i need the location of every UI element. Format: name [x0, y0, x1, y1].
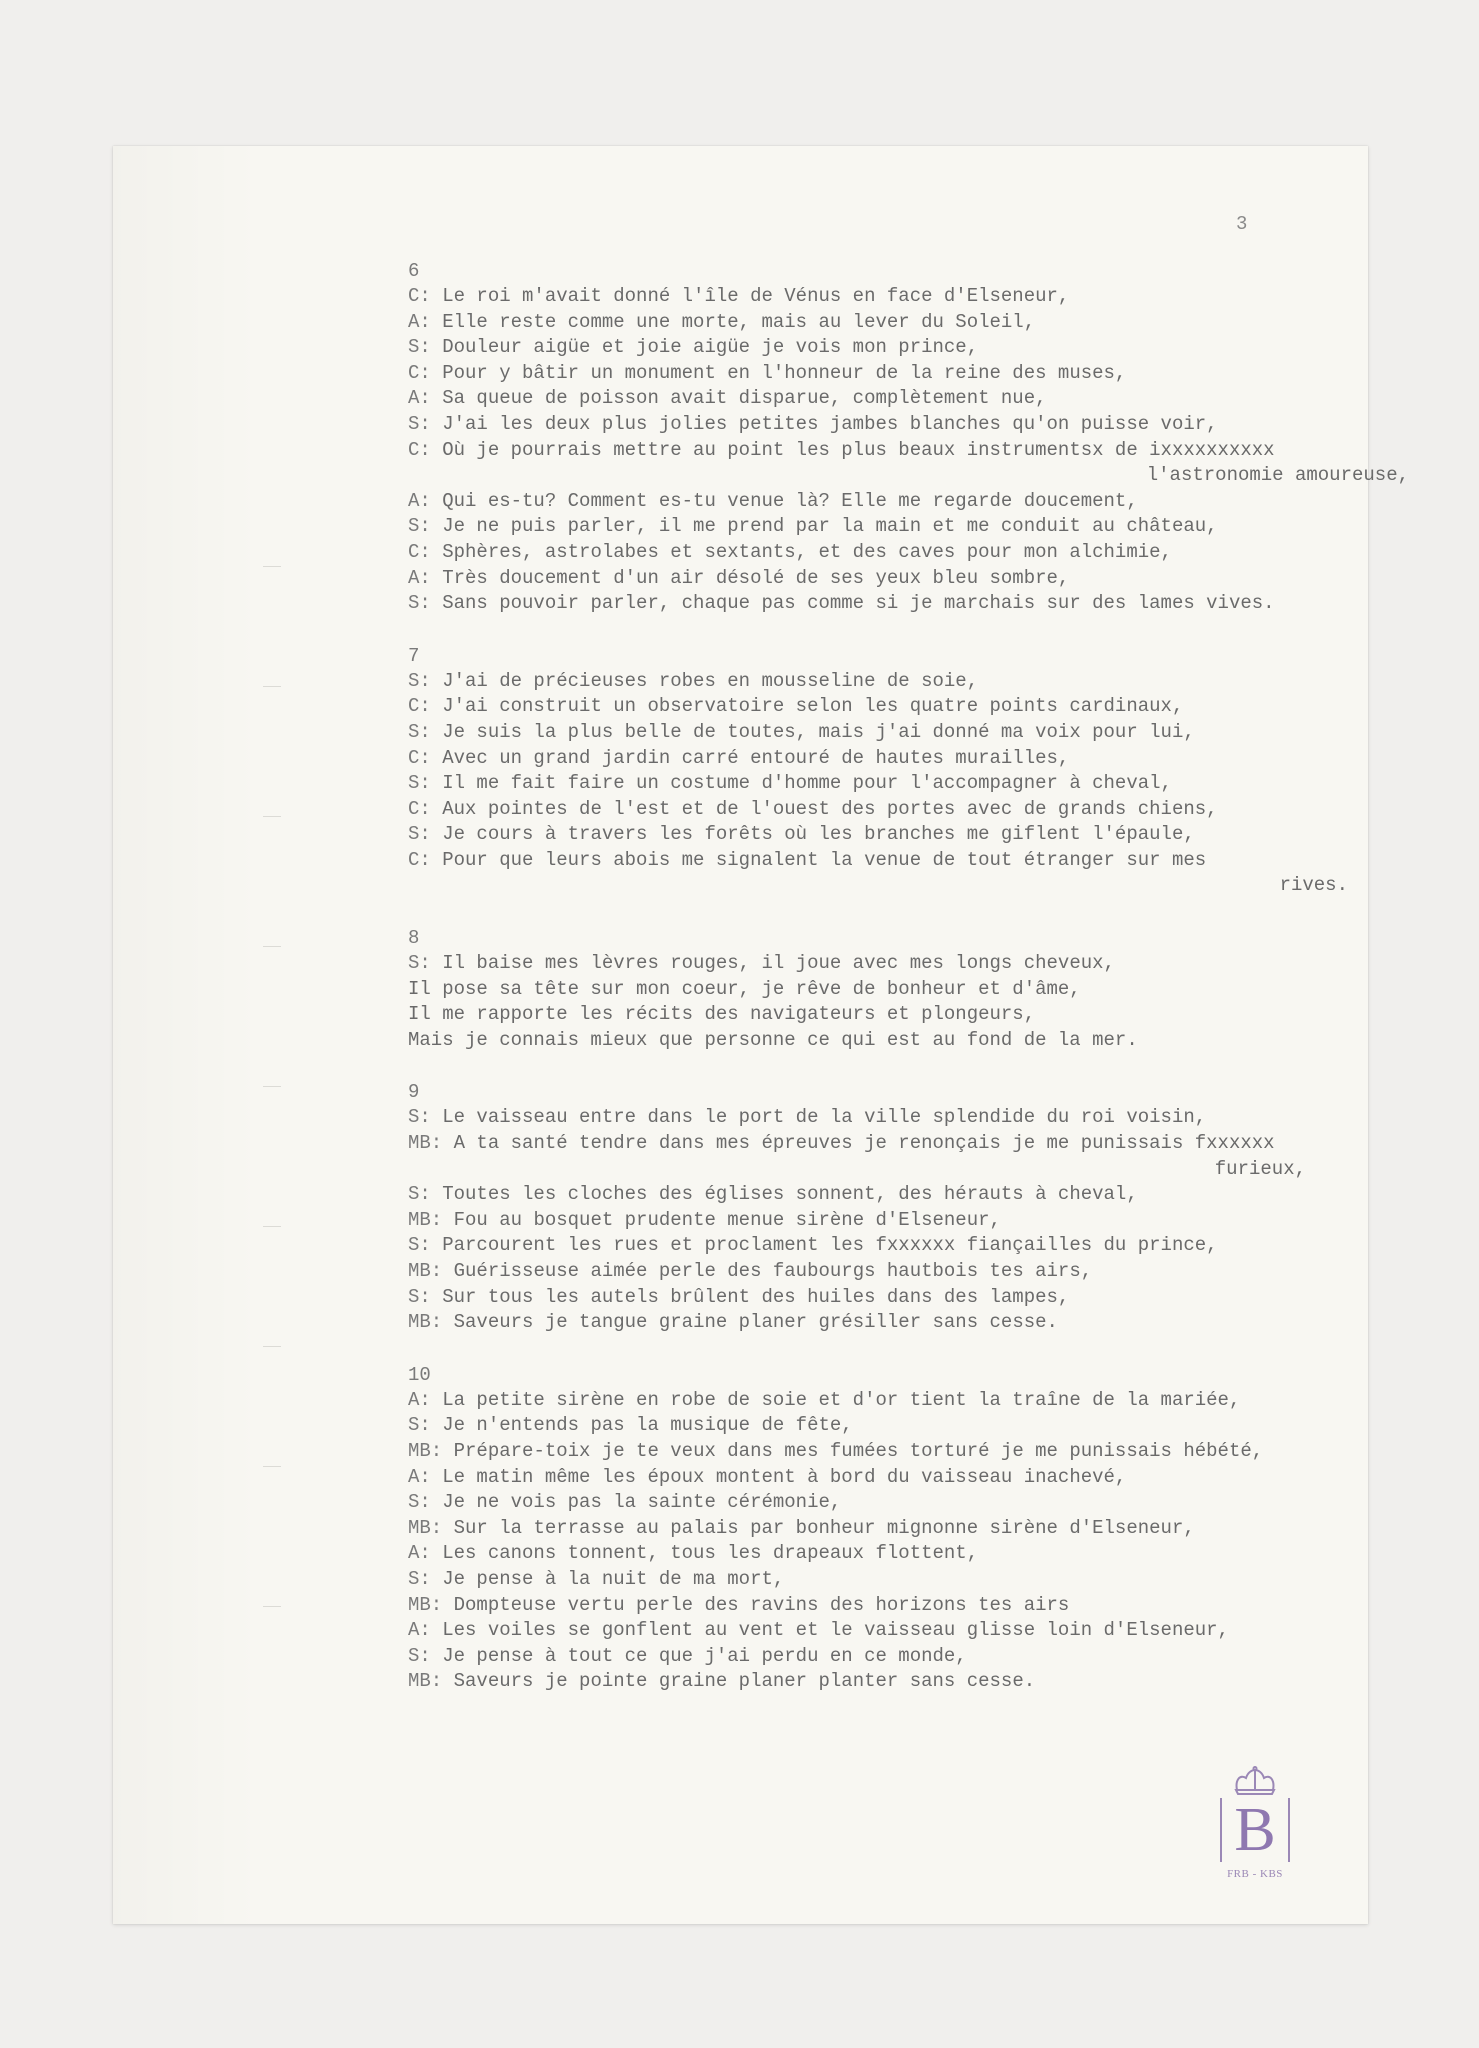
verse-line	[408, 1002, 1409, 1028]
speaker-label: C:	[408, 438, 431, 461]
speaker-label: MB:	[408, 1311, 443, 1334]
speaker-label: MB:	[408, 1439, 443, 1462]
verse-text: La petite sirène en robe de soie et d'or tient la traîne de la mariée,	[442, 1388, 1241, 1411]
verse-line	[408, 386, 1409, 412]
verse-text: Fou au bosquet prudente menue sirène d'Elseneur,	[453, 1208, 1001, 1231]
speaker-label: S:	[408, 1644, 431, 1667]
verse-text: Elle reste comme une morte, mais au lever du Soleil,	[442, 310, 1036, 333]
stanza-number: 8	[408, 927, 420, 950]
verse-line	[408, 720, 1409, 746]
verse-line	[408, 1208, 1409, 1234]
verse-line	[408, 1490, 1409, 1516]
verse-text: l'astronomie amoureuse,	[1146, 464, 1409, 487]
speaker-label: C:	[408, 695, 431, 718]
verse-text: Je cours à travers les forêts où les branches me giflent l'épaule,	[442, 823, 1195, 846]
verse-continuation	[408, 1157, 1306, 1183]
speaker-label: S:	[408, 823, 431, 846]
verse-text: Le vaisseau entre dans le port de la ville splendide du roi voisin,	[442, 1106, 1207, 1129]
speaker-label: MB:	[408, 1593, 443, 1616]
speaker-label: S:	[408, 1567, 431, 1590]
verse-line	[408, 1516, 1409, 1542]
margin-marks	[263, 566, 281, 1766]
speaker-label: A:	[408, 1619, 431, 1642]
verse-text: Aux pointes de l'est et de l'ouest des portes avec de grands chiens,	[442, 797, 1218, 820]
stanza	[408, 925, 1409, 1053]
verse-line	[408, 361, 1409, 387]
stamp-label: FRB - KBS	[1227, 1868, 1283, 1880]
speaker-label: A:	[408, 489, 431, 512]
verse-line	[408, 746, 1409, 772]
verse-line	[408, 1541, 1409, 1567]
speaker-label: S:	[408, 592, 431, 615]
verse-text: Prépare-toix je te veux dans mes fumées torturé je me punissais hébété,	[453, 1439, 1264, 1462]
verse-line	[408, 540, 1409, 566]
verse-line	[408, 1182, 1409, 1208]
stanza	[408, 1362, 1409, 1695]
speaker-label: C:	[408, 540, 431, 563]
verse-text: Sur la terrasse au palais par bonheur mignonne sirène d'Elseneur,	[453, 1516, 1195, 1539]
speaker-label: S:	[408, 952, 431, 975]
speaker-label: S:	[408, 1414, 431, 1437]
verse-line	[408, 566, 1409, 592]
verse-line	[408, 1310, 1409, 1336]
poem-body	[408, 258, 1409, 1721]
verse-line	[408, 669, 1409, 695]
verse-line	[408, 797, 1409, 823]
verse-text: Sans pouvoir parler, chaque pas comme si je marchais sur des lames vives.	[442, 592, 1275, 615]
verse-line	[408, 1259, 1409, 1285]
stamp-letter: B	[1220, 1798, 1290, 1862]
verse-text: Dompteuse vertu perle des ravins des horizons tes airs	[453, 1593, 1070, 1616]
verse-line	[408, 977, 1409, 1003]
verse-text: Il pose sa tête sur mon coeur, je rêve de bonheur et d'âme,	[408, 977, 1081, 1000]
verse-line	[408, 1105, 1409, 1131]
verse-text: Saveurs je tangue graine planer grésiller sans cesse.	[453, 1311, 1058, 1334]
verse-text: Avec un grand jardin carré entouré de hautes murailles,	[442, 746, 1070, 769]
verse-line	[408, 1413, 1409, 1439]
stanza	[408, 643, 1409, 899]
verse-line	[408, 1644, 1409, 1670]
verse-line	[408, 1131, 1409, 1157]
speaker-label: A:	[408, 1388, 431, 1411]
verse-line	[408, 1285, 1409, 1311]
verse-text: Qui es-tu? Comment es-tu venue là? Elle me regarde doucement,	[442, 489, 1138, 512]
stanza	[408, 1079, 1409, 1335]
speaker-label: S:	[408, 772, 431, 795]
verse-line	[408, 951, 1409, 977]
speaker-label: A:	[408, 387, 431, 410]
verse-line	[408, 848, 1409, 874]
verse-text: Il baise mes lèvres rouges, il joue avec mes longs cheveux,	[442, 952, 1115, 975]
frb-kbs-stamp	[1217, 1766, 1293, 1886]
verse-text: rives.	[1279, 874, 1348, 897]
verse-line	[408, 335, 1409, 361]
verse-text: Pour y bâtir un monument en l'honneur de la reine des muses,	[442, 361, 1127, 384]
speaker-label: A:	[408, 1542, 431, 1565]
verse-text: Les canons tonnent, tous les drapeaux flottent,	[442, 1542, 979, 1565]
verse-text: Sphères, astrolabes et sextants, et des caves pour mon alchimie,	[442, 540, 1172, 563]
speaker-label: S:	[408, 515, 431, 538]
verse-text: Il me rapporte les récits des navigateurs et plongeurs,	[408, 1003, 1036, 1026]
verse-line	[408, 822, 1409, 848]
verse-text: Pour que leurs abois me signalent la venue de tout étranger sur mes	[442, 848, 1207, 871]
verse-text: Je suis la plus belle de toutes, mais j'ai donné ma voix pour lui,	[442, 720, 1195, 743]
verse-line	[408, 591, 1409, 617]
stanza-number: 10	[408, 1363, 431, 1386]
verse-line	[408, 489, 1409, 515]
page-number: 3	[1236, 213, 1248, 235]
verse-text: A ta santé tendre dans mes épreuves je renonçais je me punissais fxxxxxx	[453, 1132, 1275, 1155]
speaker-label: S:	[408, 1106, 431, 1129]
verse-text: Saveurs je pointe graine planer planter sans cesse.	[453, 1670, 1036, 1693]
verse-continuation	[408, 463, 1409, 489]
speaker-label: C:	[408, 797, 431, 820]
verse-line	[408, 1439, 1409, 1465]
speaker-label: MB:	[408, 1132, 443, 1155]
verse-text: Guérisseuse aimée perle des faubourgs hautbois tes airs,	[453, 1260, 1093, 1282]
verse-text: Le matin même les époux montent à bord du vaisseau inachevé,	[442, 1465, 1127, 1488]
verse-line	[408, 1567, 1409, 1593]
verse-text: Le roi m'avait donné l'île de Vénus en face d'Elseneur,	[442, 285, 1070, 307]
speaker-label: S:	[408, 336, 431, 359]
verse-line	[408, 284, 1409, 310]
verse-text: Je pense à tout ce que j'ai perdu en ce monde,	[442, 1644, 967, 1667]
verse-text: J'ai de précieuses robes en mousseline de soie,	[442, 669, 979, 692]
speaker-label: A:	[408, 310, 431, 333]
stanza-number: 7	[408, 644, 420, 667]
speaker-label: C:	[408, 848, 431, 871]
verse-line	[408, 1593, 1409, 1619]
verse-text: Les voiles se gonflent au vent et le vaisseau glisse loin d'Elseneur,	[442, 1619, 1229, 1642]
verse-line	[408, 514, 1409, 540]
verse-text: furieux,	[1214, 1157, 1306, 1180]
verse-text: Douleur aigüe et joie aigüe je vois mon prince,	[442, 336, 979, 359]
verse-text: J'ai construit un observatoire selon les quatre points cardinaux,	[442, 695, 1184, 718]
verse-line	[408, 1465, 1409, 1491]
verse-text: Mais je connais mieux que personne ce qui est au fond de la mer.	[408, 1028, 1138, 1051]
stanza-number: 6	[408, 260, 420, 282]
verse-line	[408, 438, 1409, 464]
speaker-label: MB:	[408, 1208, 443, 1231]
speaker-label: S:	[408, 1183, 431, 1206]
speaker-label: MB:	[408, 1670, 443, 1693]
stanza	[408, 258, 1409, 617]
verse-line	[408, 694, 1409, 720]
verse-text: Je pense à la nuit de ma mort,	[442, 1567, 785, 1590]
verse-line	[408, 1028, 1409, 1054]
speaker-label: MB:	[408, 1516, 443, 1539]
verse-line	[408, 1388, 1409, 1414]
verse-text: Sur tous les autels brûlent des huiles dans des lampes,	[442, 1285, 1070, 1308]
verse-text: Sa queue de poisson avait disparue, complètement nue,	[442, 387, 1047, 410]
speaker-label: A:	[408, 566, 431, 589]
verse-line	[408, 1669, 1409, 1695]
verse-continuation	[408, 873, 1348, 899]
speaker-label: S:	[408, 412, 431, 435]
speaker-label: S:	[408, 1491, 431, 1514]
crown-icon	[1232, 1766, 1278, 1796]
speaker-label: A:	[408, 1465, 431, 1488]
verse-text: Je n'entends pas la musique de fête,	[442, 1414, 853, 1437]
verse-text: Où je pourrais mettre au point les plus beaux instrumentsx de ixxxxxxxxxx	[442, 438, 1275, 461]
verse-text: Parcourent les rues et proclament les fxxxxxx fiançailles du prince,	[442, 1234, 1218, 1257]
verse-text: Il me fait faire un costume d'homme pour l'accompagner à cheval,	[442, 772, 1172, 795]
verse-text: J'ai les deux plus jolies petites jambes blanches qu'on puisse voir,	[442, 412, 1218, 435]
verse-line	[408, 771, 1409, 797]
speaker-label: C:	[408, 746, 431, 769]
verse-text: Très doucement d'un air désolé de ses yeux bleu sombre,	[442, 566, 1070, 589]
speaker-label: MB:	[408, 1260, 443, 1282]
speaker-label: C:	[408, 361, 431, 384]
verse-line	[408, 1618, 1409, 1644]
speaker-label: S:	[408, 669, 431, 692]
speaker-label: C:	[408, 285, 431, 307]
verse-text: Je ne puis parler, il me prend par la main et me conduit au château,	[442, 515, 1218, 538]
speaker-label: S:	[408, 1285, 431, 1308]
speaker-label: S:	[408, 1234, 431, 1257]
speaker-label: S:	[408, 720, 431, 743]
verse-text: Toutes les cloches des églises sonnent, des hérauts à cheval,	[442, 1183, 1138, 1206]
verse-line	[408, 310, 1409, 336]
stanza-number: 9	[408, 1081, 420, 1104]
verse-line	[408, 1233, 1409, 1259]
verse-line	[408, 412, 1409, 438]
verse-text: Je ne vois pas la sainte cérémonie,	[442, 1491, 842, 1514]
